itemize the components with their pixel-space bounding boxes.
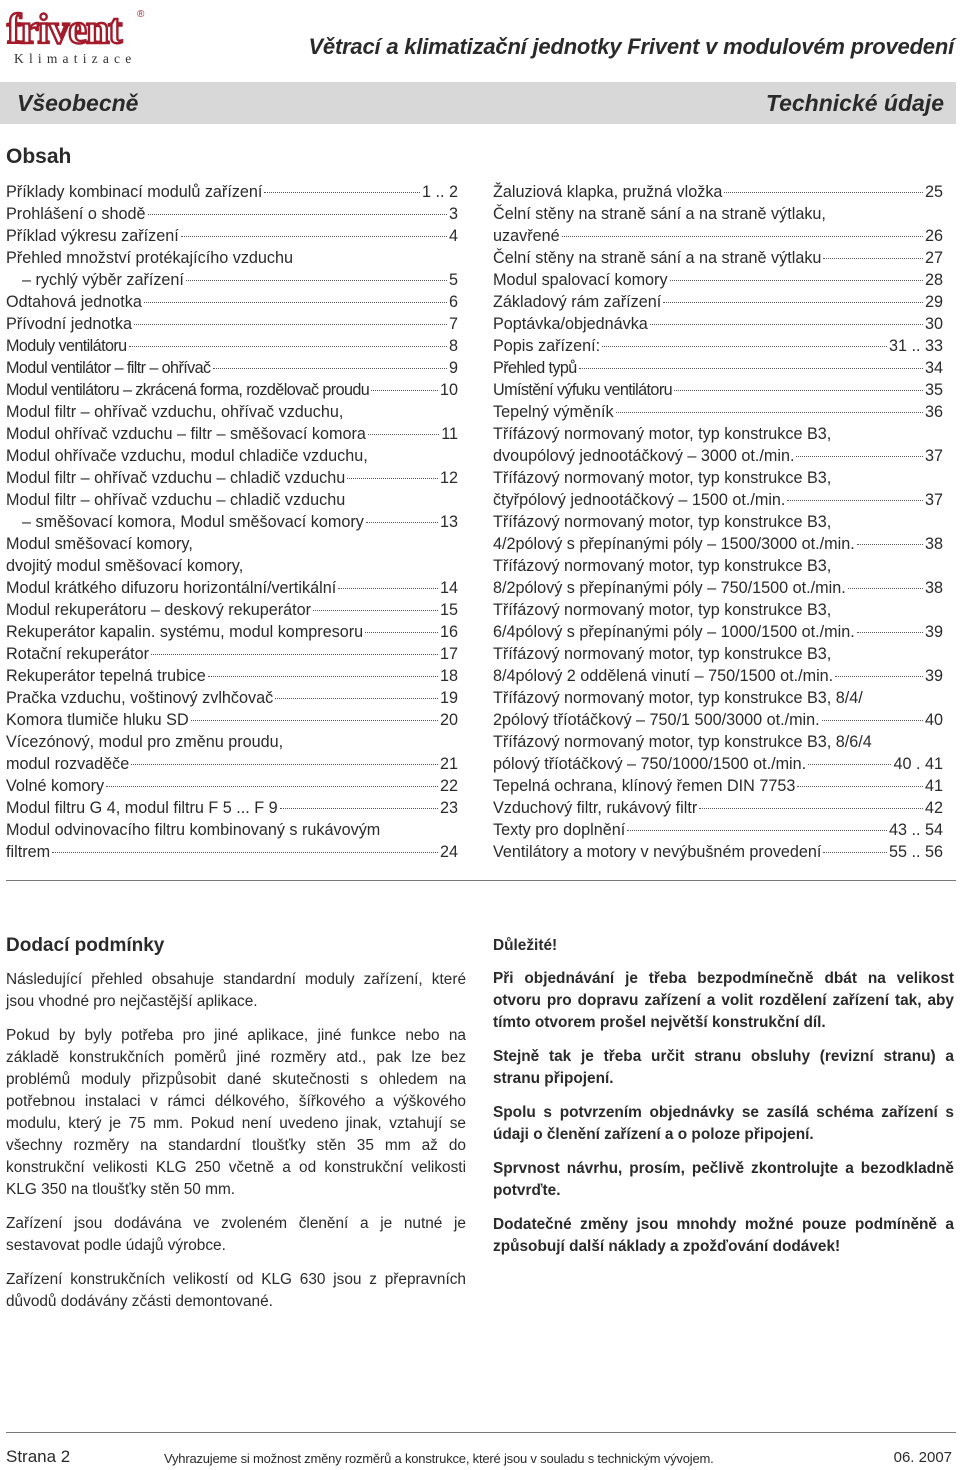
toc-entry-text: Popis zařízení: [493, 337, 601, 355]
frivent-logo [6, 5, 148, 67]
toc-entry [493, 775, 943, 797]
delivery-paragraph: Pokud by byly potřeba pro jiné aplikace, jiné funkce nebo na základě konstrukčních poměrů jiné rozměry atd., pak lze bez problémů moduly přizpůsobit dané skutečnosti s ohledem na potřebnou instalaci v rámci délkového, šířkového a výškového modulu, který je 75 mm. Pokud není uvedeno jinak, vztahují se všechny rozměry na standardní tloušťky stěn 35 mm až do konstrukční velikosti KLG 250 včetně a od konstrukční velikosti KLG 350 na tloušťky stěn 50 mm. [6, 1027, 466, 1198]
toc-dot-leader [371, 390, 438, 391]
toc-entry-text: čtyřpólový jednootáčkový – 1500 ot./min. [493, 491, 786, 509]
toc-page-number: 41 [924, 777, 943, 795]
toc-entry-text: – rychlý výběr zařízení [22, 271, 184, 289]
toc-dot-leader [264, 192, 420, 193]
section-bar [0, 82, 956, 124]
toc-page-number: 8 [448, 337, 458, 355]
toc-page-number: 4 [448, 227, 458, 245]
toc-dot-leader [129, 346, 447, 347]
important-paragraph: Při objednávání je třeba bezpodmínečně dbát na velikost otvoru pro dopravu zařízení a volit rozdělení zařízení tak, aby tímto otvorem prošel největší konstrukční díl. [493, 970, 954, 1031]
toc-dot-leader [835, 676, 923, 677]
toc-entry-text: Prohlášení o shodě [6, 205, 146, 223]
toc-dot-leader [313, 610, 438, 611]
toc-entry-text: Moduly ventilátoru [6, 337, 127, 355]
toc-dot-leader [280, 808, 438, 809]
toc-entry [493, 511, 943, 555]
toc-dot-leader [213, 368, 447, 369]
toc-entry [493, 181, 943, 203]
toc-entry-text: uzavřené [493, 227, 560, 245]
toc-entry [493, 555, 943, 599]
toc-entry [493, 467, 943, 511]
toc-entry-text: Modul ohřívače vzduchu, modul chladiče vzduchu, [6, 447, 368, 465]
toc-entry [6, 687, 458, 709]
toc-entry [6, 379, 458, 401]
toc-entry-text: modul rozvaděče [6, 755, 130, 773]
toc-entry [493, 731, 943, 775]
toc-dot-leader [151, 654, 438, 655]
toc-page-number: 27 [924, 249, 943, 267]
toc-entry-text: Třífázový normovaný motor, typ konstrukce B3, [493, 469, 832, 487]
toc-dot-leader [857, 544, 923, 545]
toc-page-number: 23 [439, 799, 458, 817]
toc-entry-text: Texty pro doplnění [493, 821, 626, 839]
toc-entry [6, 819, 458, 863]
toc-entry [6, 775, 458, 797]
toc-entry [493, 291, 943, 313]
toc-entry-text: Příklady kombinací modulů zařízení [6, 183, 263, 201]
toc-page-number: 11 [441, 425, 458, 443]
toc-page-number: 34 [924, 359, 943, 377]
toc-page-number: 37 [924, 491, 943, 509]
toc-entry-text: 8/2pólový s přepínanými póly – 750/1500 ot./min. [493, 579, 846, 597]
toc-entry-text: Modul krátkého difuzoru horizontální/vertikální [6, 579, 337, 597]
toc-entry-text: Modul filtr – ohřívač vzduchu – chladič vzduchu [6, 469, 346, 487]
toc-page-number: 36 [924, 403, 943, 421]
toc-entry [493, 797, 943, 819]
toc-page-number: 1 .. 2 [422, 183, 458, 201]
toc-entry-text: Třífázový normovaný motor, typ konstrukce B3, [493, 557, 832, 575]
toc-entry-text: pólový tříotáčkový – 750/1000/1500 ot./min. [493, 755, 807, 773]
toc-dot-leader [338, 588, 438, 589]
toc-page-number: 37 [924, 447, 943, 465]
toc-entry-text: Čelní stěny na straně sání a na straně výtlaku [493, 249, 822, 267]
toc-page-number: 21 [439, 755, 458, 773]
important-notice [493, 937, 954, 1270]
toc-dot-leader [368, 434, 439, 435]
toc-entry [6, 621, 458, 643]
delivery-conditions [6, 935, 466, 1325]
toc-dot-leader [148, 214, 447, 215]
toc-entry-text: Modul odvinovacího filtru kombinovaný s rukávovým [6, 821, 381, 839]
toc-entry [6, 445, 458, 489]
logo-wordmark: frivent [7, 7, 122, 53]
publication-date: 06. 2007 [893, 1449, 952, 1466]
toc-entry-text: – směšovací komora, Modul směšovací komory [22, 513, 364, 531]
toc-entry [6, 335, 458, 357]
toc-dot-leader [52, 852, 438, 853]
toc-entry [6, 247, 458, 291]
contents-title: Obsah [6, 145, 72, 168]
toc-dot-leader [663, 302, 923, 303]
toc-page-number: 20 [439, 711, 458, 729]
toc-dot-leader [808, 764, 891, 765]
toc-page-number: 17 [439, 645, 458, 663]
toc-page-number: 5 [448, 271, 458, 289]
toc-dot-leader [186, 280, 447, 281]
toc-page-number: 43 .. 54 [888, 821, 943, 839]
delivery-paragraph: Zařízení konstrukčních velikostí od KLG 630 jsou z přepravních důvodů dodávány zčásti demontované. [6, 1271, 466, 1310]
logo-subtitle: Klimatizace [14, 51, 137, 66]
toc-page-number: 3 [448, 205, 458, 223]
toc-entry [6, 181, 458, 203]
toc-entry-text: Volné komory [6, 777, 105, 795]
toc-page-number: 55 .. 56 [888, 843, 943, 861]
toc-dot-leader [699, 808, 923, 809]
toc-dot-leader [823, 258, 923, 259]
toc-entry [493, 313, 943, 335]
toc-entry [493, 401, 943, 423]
toc-dot-leader [131, 764, 438, 765]
toc-dot-leader [848, 588, 923, 589]
toc-entry-text: Třífázový normovaný motor, typ konstrukce B3, [493, 513, 832, 531]
toc-entry [493, 819, 943, 841]
toc-page-number: 39 [924, 623, 943, 641]
toc-entry [493, 269, 943, 291]
toc-dot-leader [797, 786, 923, 787]
toc-dot-leader [724, 192, 923, 193]
toc-entry [6, 665, 458, 687]
footer-divider [6, 1432, 956, 1433]
toc-dot-leader [627, 830, 887, 831]
toc-page-number: 22 [439, 777, 458, 795]
toc-entry [493, 423, 943, 467]
toc-page-number: 13 [439, 513, 458, 531]
toc-entry-text: Čelní stěny na straně sání a na straně výtlaku, [493, 205, 826, 223]
logo-registered-mark: ® [137, 9, 145, 20]
toc-page-number: 39 [924, 667, 943, 685]
toc-page-number: 14 [439, 579, 458, 597]
toc-entry-text: Třífázový normovaný motor, typ konstrukce B3, [493, 601, 832, 619]
toc-page-number: 24 [439, 843, 458, 861]
important-paragraph: Stejně tak je třeba určit stranu obsluhy (revizní stranu) a stranu připojení. [493, 1048, 954, 1087]
toc-entry-text: Modul směšovací komory, [6, 535, 193, 553]
toc-entry-text: Přívodní jednotka [6, 315, 132, 333]
toc-entry [6, 533, 458, 599]
toc-entry-text: Umístění výfuku ventilátoru [493, 381, 673, 399]
toc-dot-leader [366, 522, 438, 523]
toc-entry [6, 225, 458, 247]
toc-page-number: 9 [448, 359, 458, 377]
toc-page-number: 35 [924, 381, 943, 399]
toc-page-number: 18 [439, 667, 458, 685]
toc-dot-leader [650, 324, 923, 325]
toc-dot-leader [347, 478, 438, 479]
toc-dot-leader [144, 302, 447, 303]
section-divider [6, 880, 956, 881]
toc-entry-text: Modul filtr – ohřívač vzduchu, ohřívač vzduchu, [6, 403, 344, 421]
toc-page-number: 38 [924, 535, 943, 553]
toc-entry [6, 797, 458, 819]
toc-page-number: 42 [924, 799, 943, 817]
toc-dot-leader [674, 390, 923, 391]
important-paragraph: Spolu s potvrzením objednávky se zasílá schéma zařízení s údaji o členění zařízení a o poloze připojení. [493, 1104, 954, 1143]
toc-entry [493, 203, 943, 247]
toc-page-number: 15 [439, 601, 458, 619]
toc-entry-text: Modul filtr – ohřívač vzduchu – chladič vzduchu [6, 491, 346, 509]
toc-dot-leader [134, 324, 447, 325]
important-paragraph: Dodatečné změny jsou mnohdy možné pouze podmíněně a způsobují další náklady a zpožďování dodávek! [493, 1216, 954, 1255]
toc-dot-leader [365, 632, 438, 633]
toc-entry-text: Vícezónový, modul pro změnu proudu, [6, 733, 284, 751]
toc-entry-text: Třífázový normovaný motor, typ konstrukce B3, 8/4/ [493, 689, 863, 707]
toc-entry-text: Ventilátory a motory v nevýbušném provedení [493, 843, 822, 861]
toc-entry-text: Komora tlumiče hluku SD [6, 711, 189, 729]
toc-dot-leader [579, 368, 923, 369]
toc-entry [6, 291, 458, 313]
toc-entry-text: filtrem [6, 843, 51, 861]
toc-entry-text: Žaluziová klapka, pružná vložka [493, 183, 723, 201]
toc-page-number: 10 [439, 381, 458, 399]
delivery-paragraph: Zařízení jsou dodávána ve zvoleném členění a je nutné je sestavovat podle údajů výrobce. [6, 1215, 466, 1254]
toc-page-number: 6 [448, 293, 458, 311]
contents-list-left [6, 181, 458, 863]
toc-dot-leader [670, 280, 923, 281]
toc-entry-text: Tepelná ochrana, klínový řemen DIN 7753 [493, 777, 796, 795]
toc-entry-text: 2pólový tříotáčkový – 750/1 500/3000 ot./min. [493, 711, 820, 729]
toc-dot-leader [796, 456, 923, 457]
toc-dot-leader [616, 412, 923, 413]
toc-page-number: 26 [924, 227, 943, 245]
toc-entry-text: Poptávka/objednávka [493, 315, 648, 333]
toc-page-number: 28 [924, 271, 943, 289]
toc-dot-leader [181, 236, 447, 237]
toc-dot-leader [275, 698, 438, 699]
toc-entry [493, 247, 943, 269]
toc-entry [6, 489, 458, 533]
toc-page-number: 7 [448, 315, 458, 333]
toc-entry [493, 379, 943, 401]
toc-entry [6, 401, 458, 445]
toc-page-number: 40 . 41 [893, 755, 943, 773]
page-number: Strana 2 [6, 1447, 71, 1466]
toc-entry-text: Třífázový normovaný motor, typ konstrukce B3, [493, 425, 832, 443]
toc-entry-text: Modul filtru G 4, modul filtru F 5 ... F 9 [6, 799, 278, 817]
toc-entry-text: 8/4pólový 2 oddělená vinutí – 750/1500 ot./min. [493, 667, 834, 685]
toc-page-number: 38 [924, 579, 943, 597]
toc-entry [6, 599, 458, 621]
toc-entry-text: Třífázový normovaný motor, typ konstrukce B3, [493, 645, 832, 663]
toc-entry [6, 731, 458, 775]
toc-page-number: 30 [924, 315, 943, 333]
toc-entry-text: Příklad výkresu zařízení [6, 227, 179, 245]
toc-dot-leader [562, 236, 923, 237]
toc-entry [6, 709, 458, 731]
toc-entry [493, 841, 943, 863]
document-title: Větrací a klimatizační jednotky Frivent v modulovém provedení [308, 34, 954, 59]
toc-page-number: 12 [439, 469, 458, 487]
toc-dot-leader [787, 500, 923, 501]
toc-entry [493, 643, 943, 687]
toc-entry [6, 643, 458, 665]
toc-entry [6, 203, 458, 225]
toc-page-number: 19 [439, 689, 458, 707]
toc-page-number: 31 .. 33 [888, 337, 943, 355]
toc-entry-text: Rekuperátor kapalin. systému, modul kompresoru [6, 623, 364, 641]
toc-entry [6, 313, 458, 335]
toc-entry [493, 687, 943, 731]
toc-entry-text: Modul ohřívač vzduchu – filtr – směšovací komora [6, 425, 366, 443]
footer-disclaimer: Vyhrazujeme si možnost změny rozměrů a konstrukce, které jsou v souladu s technickým vývojem. [164, 1451, 714, 1466]
section-category: Technické údaje [765, 90, 944, 116]
toc-entry-text: Přehled typů [493, 359, 577, 377]
toc-dot-leader [191, 720, 438, 721]
toc-page-number: 16 [439, 623, 458, 641]
toc-entry-text: 6/4pólový s přepínanými póly – 1000/1500 ot./min. [493, 623, 855, 641]
toc-entry-text: Modul ventilátor – filtr – ohřívač [6, 359, 211, 377]
toc-entry-text: Rekuperátor tepelná trubice [6, 667, 206, 685]
toc-page-number: 40 [924, 711, 943, 729]
toc-page-number: 25 [924, 183, 943, 201]
toc-entry-text: Modul ventilátoru – zkrácená forma, rozdělovač proudu [6, 381, 370, 399]
delivery-paragraph: Následující přehled obsahuje standardní moduly zařízení, které jsou vhodné pro nejčastější aplikace. [6, 971, 466, 1010]
toc-entry-text: dvoupólový jednootáčkový – 3000 ot./min. [493, 447, 795, 465]
contents-list-right [493, 181, 943, 863]
toc-dot-leader [857, 632, 923, 633]
toc-entry [6, 357, 458, 379]
toc-entry-text: 4/2pólový s přepínanými póly – 1500/3000 ot./min. [493, 535, 855, 553]
toc-dot-leader [823, 852, 887, 853]
toc-dot-leader [208, 676, 438, 677]
toc-entry-text: dvojitý modul směšovací komory, [6, 557, 244, 575]
toc-entry-text: Přehled množství protékajícího vzduchu [6, 249, 294, 267]
toc-entry-text: Třífázový normovaný motor, typ konstrukce B3, 8/6/4 [493, 733, 872, 751]
toc-entry-text: Odtahová jednotka [6, 293, 142, 311]
delivery-conditions-heading: Dodací podmínky [6, 935, 165, 956]
toc-dot-leader [106, 786, 438, 787]
toc-entry-text: Modul spalovací komory [493, 271, 668, 289]
important-heading: Důležité! [493, 937, 558, 954]
toc-entry [493, 335, 943, 357]
important-paragraph: Sprvnost návrhu, prosím, pečlivě zkontrolujte a bezodkladně potvrďte. [493, 1160, 954, 1199]
toc-entry [493, 599, 943, 643]
toc-entry-text: Tepelný výměník [493, 403, 614, 421]
toc-entry-text: Rotační rekuperátor [6, 645, 150, 663]
toc-entry-text: Modul rekuperátoru – deskový rekuperátor [6, 601, 312, 619]
toc-entry [493, 357, 943, 379]
toc-dot-leader [602, 346, 887, 347]
section-name: Všeobecně [17, 90, 139, 116]
toc-entry-text: Pračka vzduchu, voštinový zvlhčovač [6, 689, 274, 707]
toc-entry-text: Vzduchový filtr, rukávový filtr [493, 799, 698, 817]
toc-dot-leader [822, 720, 923, 721]
toc-entry-text: Základový rám zařízení [493, 293, 662, 311]
toc-page-number: 29 [924, 293, 943, 311]
